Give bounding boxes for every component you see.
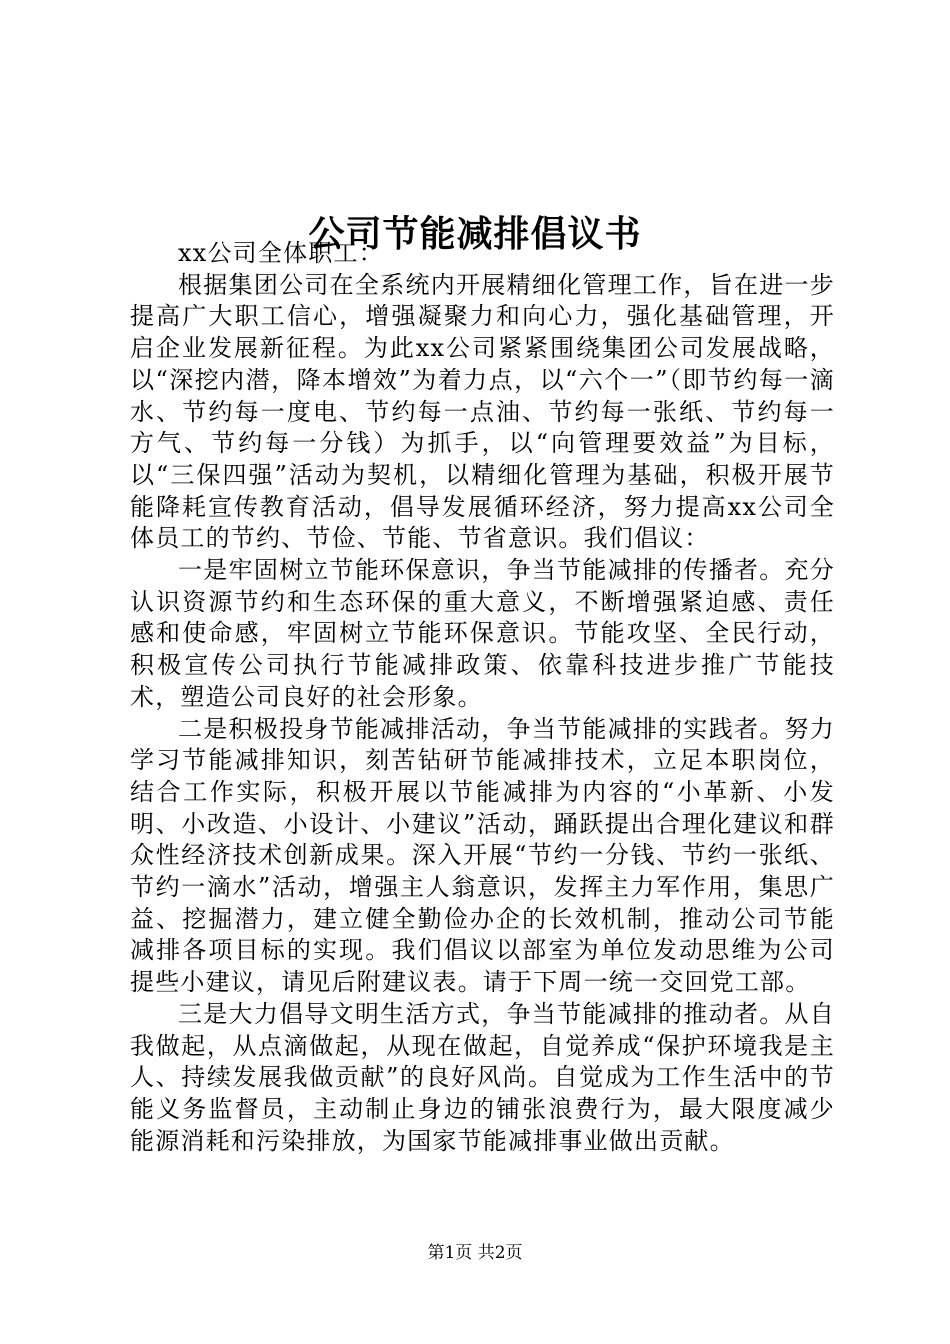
proposal-one-paragraph: 一是牢固树立节能环保意识，争当节能减排的传播者。充分认识资源节约和生态环保的重大意义，不断增强紧迫感、责任感和使命感，牢固树立节能环保意识。节能攻坚、全民行动，积极宣传公司执行节能减排政策、依靠科技进步推广节能技术，塑造公司良好的社会形象。 — [130, 556, 835, 711]
document-body — [130, 238, 835, 1157]
salutation: xx公司全体职工： — [178, 239, 384, 267]
proposal-two-paragraph: 二是积极投身节能减排活动，争当节能减排的实践者。努力学习节能减排知识，刻苦钻研节能减排技术，立足本职岗位，结合工作实际，积极开展以节能减排为内容的“小革新、小发明、小改造、小设计、小建议”活动，踊跃提出合理化建议和群众性经济技术创新成果。深入开展“节约一分钱、节约一张纸、节约一滴水”活动，增强主人翁意识，发挥主力军作用，集思广益、挖掘潜力，建立健全勤俭办企的长效机制，推动公司节能减排各项目标的实现。我们倡议以部室为单位发动思维为公司提些小建议，请见后附建议表。请于下周一统一交回党工部。 — [130, 714, 835, 997]
document-title: 公司节能减排倡议书 — [308, 213, 642, 256]
page-footer — [0, 1241, 950, 1265]
page-number-indicator: 第1页 共2页 — [427, 1243, 523, 1263]
intro-paragraph: 根据集团公司在全系统内开展精细化管理工作，旨在进一步提高广大职工信心，增强凝聚力和向心力，强化基础管理，开启企业发展新征程。为此xx公司紧紧围绕集团公司发展战略，以“深挖内潜，降本增效”为着力点，以“六个一”（即节约每一滴水、节约每一度电、节约每一点油、节约每一张纸、节约每一方气、节约每一分钱）为抓手，以“向管理要效益”为目标，以“三保四强”活动为契机，以精细化管理为基础，积极开展节能降耗宣传教育活动，倡导发展循环经济，努力提高xx公司全体员工的节约、节俭、节能、节省意识。我们倡议： — [130, 270, 835, 553]
proposal-three-paragraph: 三是大力倡导文明生活方式，争当节能减排的推动者。从自我做起，从点滴做起，从现在做起，自觉养成“保护环境我是主人、持续发展我做贡献”的良好风尚。自觉成为工作生活中的节能义务监督员，主动制止身边的铺张浪费行为，最大限度减少能源消耗和污染排放，为国家节能减排事业做出贡献。 — [130, 999, 835, 1155]
